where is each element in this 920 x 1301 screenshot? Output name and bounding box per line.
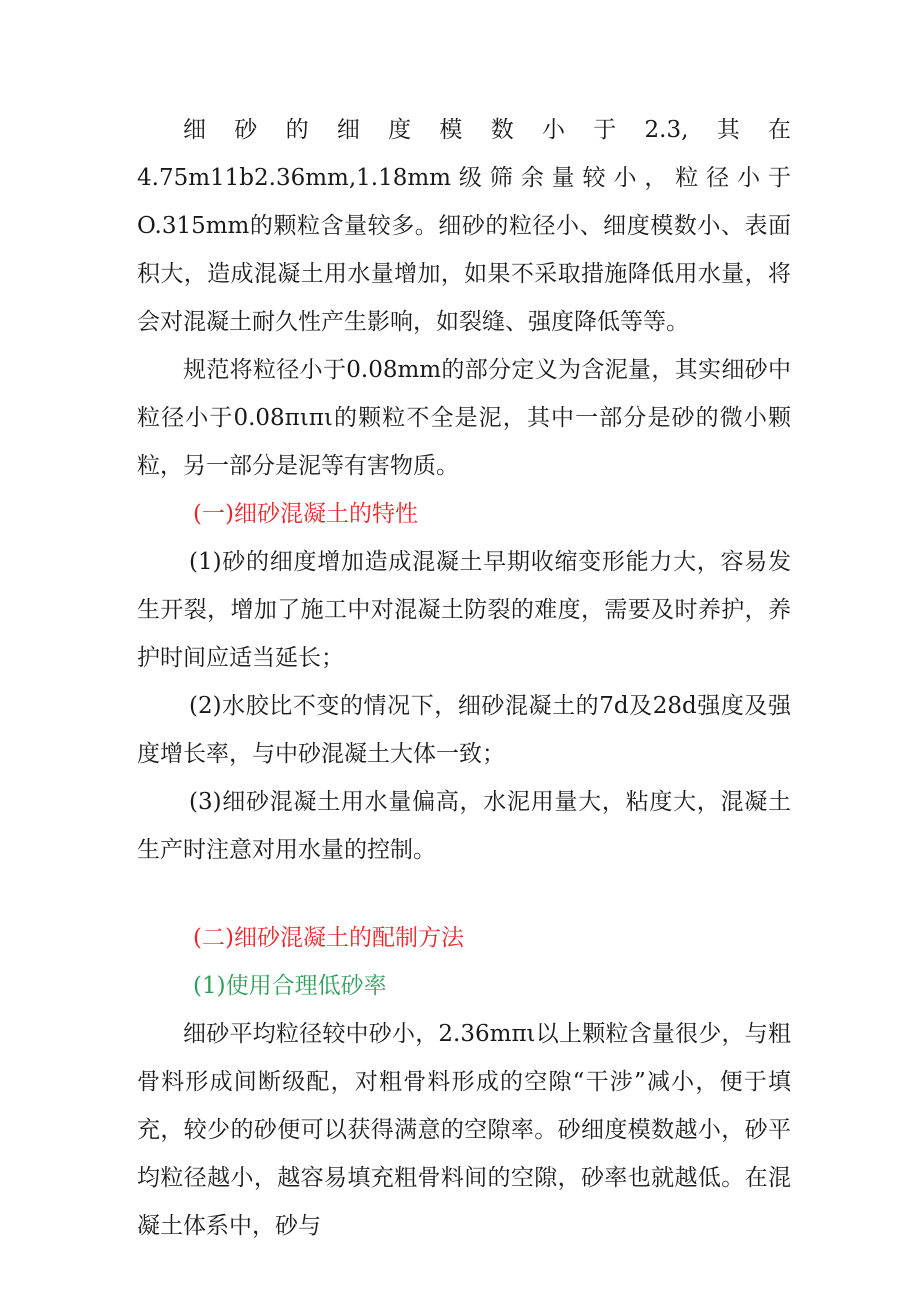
section-heading-mix-design: (二)细砂混凝土的配制方法 bbox=[193, 925, 464, 951]
paragraph-sand-ratio: 细砂平均粒径较中砂小，2.36mπι以上颗粒含量很少，与粗骨料形成间断级配，对粗骨料形成的空隙“干涉”减小，便于填充，较少的砂便可以获得满意的空隙率。砂细度模数越小，砂平均粒径越小，越容易填充粗骨料间的空隙，砂率也就越低。在混凝土体系中，砂与 bbox=[137, 1021, 791, 1239]
list-item-strength: (2)水胶比不变的情况下，细砂混凝土的7d及28d强度及强度增长率，与中砂混凝土大体一致； bbox=[137, 693, 791, 767]
list-item-water-demand: (3)细砂混凝土用水量偏高，水泥用量大，粘度大，混凝土生产时注意对用水量的控制。 bbox=[137, 789, 791, 863]
document-body bbox=[137, 106, 791, 1250]
section-spacer bbox=[137, 874, 791, 914]
list-item-shrinkage: (1)砂的细度增加造成混凝土早期收缩变形能力大，容易发生开裂，增加了施工中对混凝土防裂的难度，需要及时养护，养护时间应适当延长； bbox=[137, 549, 791, 671]
subsection-heading-low-sand-ratio: (1)使用合理低砂率 bbox=[193, 973, 387, 999]
section-heading-properties: (一)细砂混凝土的特性 bbox=[193, 501, 418, 527]
paragraph-mud-content: 规范将粒径小于0.08mm的部分定义为含泥量，其实细砂中粒径小于0.08πιπι的颗粒不全是泥，其中一部分是砂的微小颗粒，另一部分是泥等有害物质。 bbox=[137, 357, 791, 479]
paragraph-fine-sand-modulus: 细砂的细度模数小于2.3,其在4.75m11b2.36mm,1.18mm级筛余量较小，粒径小于O.315mm的颗粒含量较多。细砂的粒径小、细度模数小、表面积大，造成混凝土用水量增加，如果不采取措施降低用水量，将会对混凝土耐久性产生影响，如裂缝、强度降低等等。 bbox=[137, 117, 791, 335]
